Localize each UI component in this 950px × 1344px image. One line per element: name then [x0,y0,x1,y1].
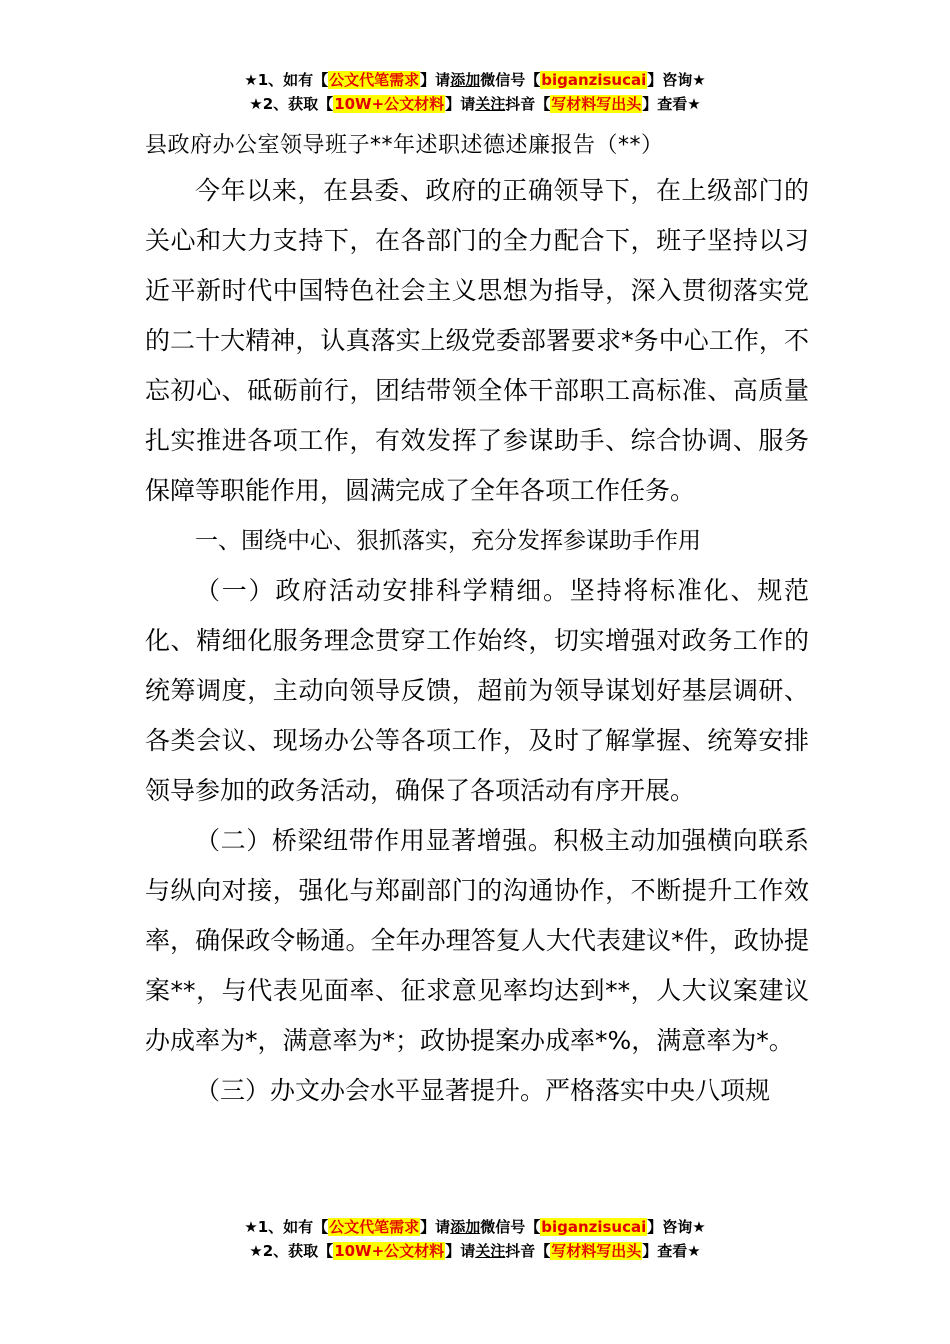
banner-highlight: 10W+公文材料 [334,95,445,113]
banner-text: 】咨询★ [647,71,706,89]
banner-underline: 添加 [450,1218,481,1236]
banner-text: ★1、如有【 [244,1218,329,1236]
banner-text: 】请 [445,1242,476,1260]
banner-highlight: 写材料写出头 [551,1242,642,1260]
banner-line-1 [0,68,950,92]
banner-underline: 添加 [450,71,481,89]
paragraph-3: （三）办文办会水平显著提升。严格落实中央八项规 [195,1076,771,1105]
banner-underline: 关注 [475,95,506,113]
banner-text: ★2、获取【 [249,1242,334,1260]
banner-text: 】查看★ [642,95,701,113]
banner-highlight: 公文代笔需求 [329,1218,420,1236]
banner-underline: 关注 [475,1242,506,1260]
header-banner [0,68,950,116]
banner-text: 】请 [420,1218,451,1236]
banner-text: 抖音【 [505,1242,551,1260]
banner-highlight: biganzisucai [541,71,647,89]
banner-text: 微信号【 [480,1218,541,1236]
paragraph-1: （一）政府活动安排科学精细。坚持将标准化、规范化、精细化服务理念贯穿工作始终，切实增强对政务工作的统筹调度，主动向领导反馈，超前为领导谋划好基层调研、各类会议、现场办公等各项工作，及时了解掌握、统筹安排领导参加的政务活动，确保了各项活动有序开展。 [145,576,809,805]
banner-text: ★1、如有【 [244,71,329,89]
document-body [145,126,809,1116]
banner-line-2 [0,92,950,116]
banner-text: 抖音【 [505,95,551,113]
banner-text: 微信号【 [480,71,541,89]
banner-highlight: 写材料写出头 [551,95,642,113]
intro-paragraph: 今年以来，在县委、政府的正确领导下，在上级部门的关心和大力支持下，在各部门的全力配合下，班子坚持以习近平新时代中国特色社会主义思想为指导，深入贯彻落实党的二十大精神，认真落实上级党委部署要求*务中心工作，不忘初心、砥砺前行，团结带领全体干部职工高标准、高质量扎实推进各项工作，有效发挥了参谋助手、综合协调、服务保障等职能作用，圆满完成了全年各项工作任务。 [145,176,809,505]
paragraph-2: （二）桥梁纽带作用显著增强。积极主动加强横向联系与纵向对接，强化与郑副部门的沟通协作，不断提升工作效率，确保政令畅通。全年办理答复人大代表建议*件，政协提案**，与代表见面率、征求意见率均达到**，人大议案建议办成率为*，满意率为*；政协提案办成率*%，满意率为*。 [145,826,809,1055]
banner-text: 】咨询★ [647,1218,706,1236]
banner-text: 】请 [420,71,451,89]
banner-text: 】查看★ [642,1242,701,1260]
banner-line-1 [0,1215,950,1239]
banner-highlight: 公文代笔需求 [329,71,420,89]
footer-banner [0,1215,950,1263]
banner-highlight: biganzisucai [541,1218,647,1236]
section-heading: 一、围绕中心、狠抓落实，充分发挥参谋助手作用 [195,528,701,554]
banner-text: ★2、获取【 [249,95,334,113]
banner-line-2 [0,1239,950,1263]
banner-highlight: 10W+公文材料 [334,1242,445,1260]
banner-text: 】请 [445,95,476,113]
document-title: 县政府办公室领导班子**年述职述德述廉报告（**） [145,133,664,158]
